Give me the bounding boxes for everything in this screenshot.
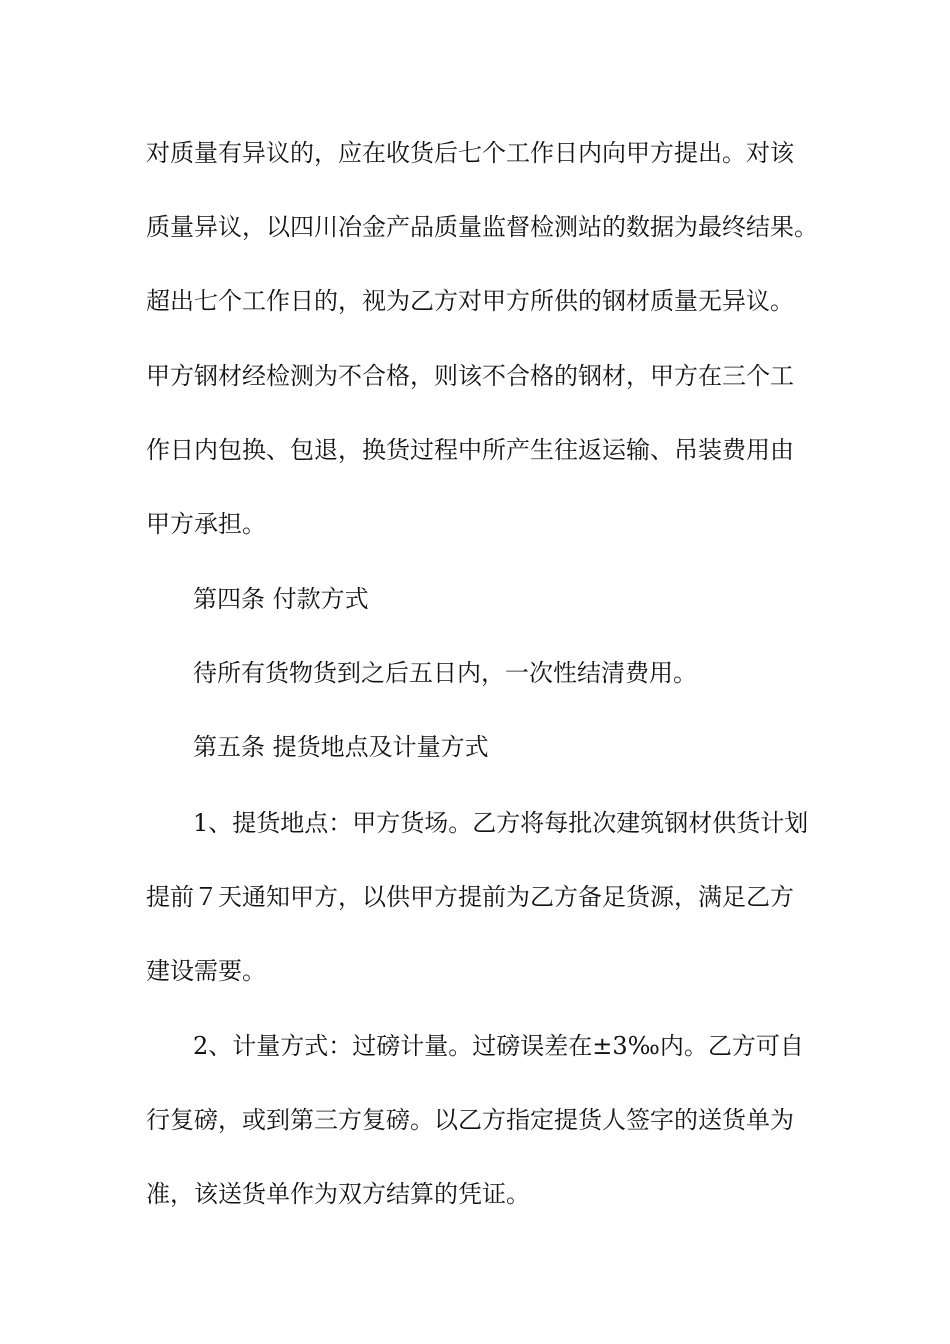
paragraph-line: 作日内包换、包退，换货过程中所产生往返运输、吊装费用由	[146, 436, 794, 464]
section-heading: 第五条 提货地点及计量方式	[193, 733, 489, 761]
paragraph-line: 2、计量方式：过磅计量。过磅误差在±3‰内。乙方可自	[193, 1032, 804, 1060]
paragraph-line: 提前７天通知甲方，以供甲方提前为乙方备足货源，满足乙方	[146, 883, 794, 911]
paragraph-line: 对质量有异议的，应在收货后七个工作日内向甲方提出。对该	[146, 139, 794, 167]
paragraph-line: 准，该送货单作为双方结算的凭证。	[146, 1180, 530, 1208]
paragraph-line: 1、提货地点：甲方货场。乙方将每批次建筑钢材供货计划	[193, 809, 809, 837]
section-heading: 第四条 付款方式	[193, 585, 369, 613]
paragraph-line: 甲方承担。	[146, 510, 266, 538]
paragraph-line: 建设需要。	[146, 957, 266, 985]
paragraph-line: 超出七个工作日的，视为乙方对甲方所供的钢材质量无异议。	[146, 287, 794, 315]
paragraph-line: 甲方钢材经检测为不合格，则该不合格的钢材，甲方在三个工	[146, 362, 794, 390]
paragraph-line: 待所有货物货到之后五日内，一次性结清费用。	[193, 659, 697, 687]
paragraph-line: 质量异议，以四川冶金产品质量监督检测站的数据为最终结果。	[146, 213, 818, 241]
paragraph-line: 行复磅，或到第三方复磅。以乙方指定提货人签字的送货单为	[146, 1106, 794, 1134]
